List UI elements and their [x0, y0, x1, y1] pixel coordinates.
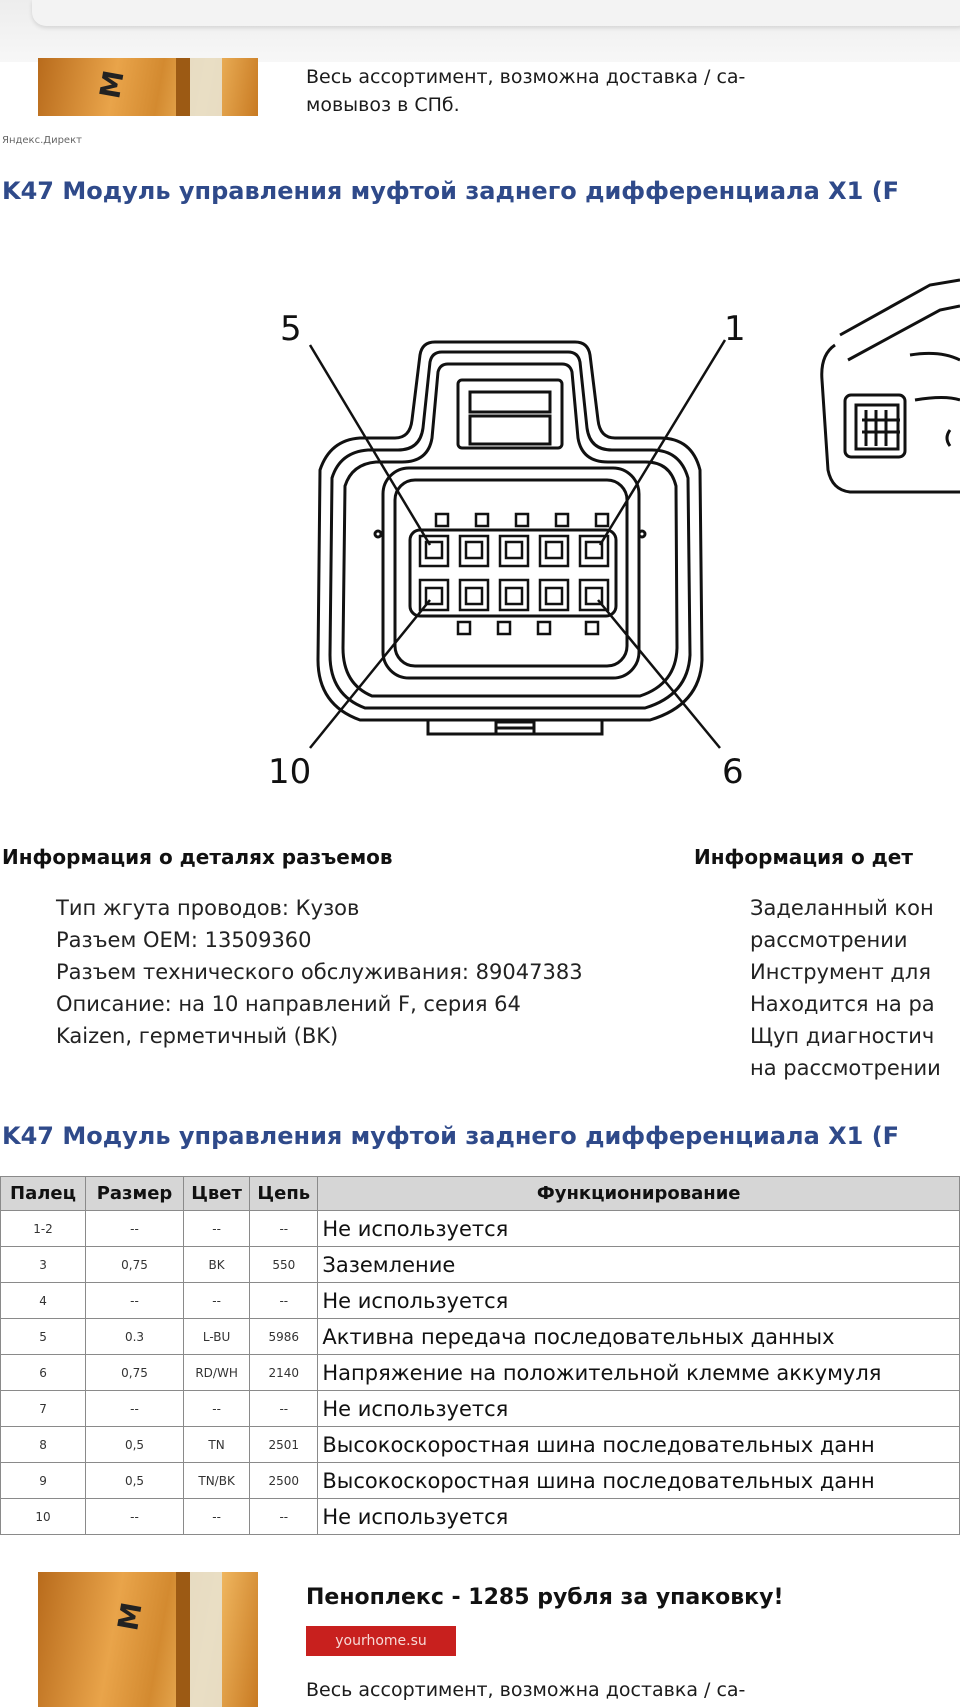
cell-color: --: [183, 1391, 249, 1427]
table-row: [1, 1319, 960, 1355]
cell-function: Не используется: [318, 1391, 960, 1427]
connector-diagram: [0, 240, 960, 800]
cell-size: --: [86, 1499, 184, 1535]
cell-color: TN: [183, 1427, 249, 1463]
pin-label-5: 5: [280, 309, 302, 349]
table-row: [1, 1427, 960, 1463]
table-row: [1, 1211, 960, 1247]
cell-circuit: --: [250, 1391, 318, 1427]
cell-color: TN/BK: [183, 1463, 249, 1499]
info-line: Разъем технического обслуживания: 89047383: [56, 960, 583, 984]
info-line: Разъем OEM: 13509360: [56, 928, 312, 952]
cell-circuit: 2501: [250, 1427, 318, 1463]
cell-color: --: [183, 1211, 249, 1247]
cell-color: BK: [183, 1247, 249, 1283]
info-heading-right: Информация о дет: [694, 845, 913, 869]
info-line: Инструмент для: [750, 960, 931, 984]
cell-pin: 9: [1, 1463, 86, 1499]
section-title: K47 Модуль управления муфтой заднего дифференциала X1 (F: [2, 177, 900, 205]
cell-size: --: [86, 1283, 184, 1319]
cell-circuit: 5986: [250, 1319, 318, 1355]
ad-headline[interactable]: Пеноплекс - 1285 рубля за упаковку!: [306, 1585, 784, 1610]
cell-size: 0,75: [86, 1355, 184, 1391]
column-header-size: Размер: [86, 1177, 184, 1211]
cell-pin: 10: [1, 1499, 86, 1535]
cell-pin: 8: [1, 1427, 86, 1463]
cell-function: Не используется: [318, 1499, 960, 1535]
pin-label-1: 1: [724, 309, 746, 349]
table-row: [1, 1499, 960, 1535]
column-header-function: Функционирование: [318, 1177, 960, 1211]
cell-size: --: [86, 1211, 184, 1247]
table-header-row: [1, 1177, 960, 1211]
table-row: [1, 1247, 960, 1283]
cell-function: Активна передача последовательных данных: [318, 1319, 960, 1355]
cell-circuit: 550: [250, 1247, 318, 1283]
cell-function: Высокоскоростная шина последовательных данн: [318, 1427, 960, 1463]
info-line: Тип жгута проводов: Кузов: [56, 896, 360, 920]
cell-function: Высокоскоростная шина последовательных данн: [318, 1463, 960, 1499]
info-line: рассмотрении: [750, 928, 908, 952]
column-header-color: Цвет: [183, 1177, 249, 1211]
info-line: Kaizen, герметичный (BK): [56, 1024, 339, 1048]
table-row: [1, 1391, 960, 1427]
cell-function: Не используется: [318, 1283, 960, 1319]
info-line: Заделанный кон: [750, 896, 934, 920]
cell-size: 0.3: [86, 1319, 184, 1355]
ad-text-line: мовывоз в СПб.: [306, 94, 460, 116]
ad-image-bottom[interactable]: M: [38, 1572, 258, 1707]
ad-image-top[interactable]: M: [38, 58, 258, 116]
column-header-circuit: Цепь: [250, 1177, 318, 1211]
info-line: Описание: на 10 направлений F, серия 64: [56, 992, 521, 1016]
address-bar[interactable]: [32, 0, 960, 26]
info-line: Щуп диагностич: [750, 1024, 935, 1048]
info-line: на рассмотрении: [750, 1056, 941, 1080]
cell-pin: 4: [1, 1283, 86, 1319]
cell-pin: 1-2: [1, 1211, 86, 1247]
cell-circuit: 2140: [250, 1355, 318, 1391]
cell-pin: 3: [1, 1247, 86, 1283]
pin-label-6: 6: [722, 752, 744, 792]
cell-pin: 7: [1, 1391, 86, 1427]
ad-domain-badge[interactable]: yourhome.su: [306, 1626, 456, 1656]
cell-color: L-BU: [183, 1319, 249, 1355]
cell-size: --: [86, 1391, 184, 1427]
cell-circuit: --: [250, 1211, 318, 1247]
cell-circuit: --: [250, 1283, 318, 1319]
section-title: K47 Модуль управления муфтой заднего дифференциала X1 (F: [2, 1122, 900, 1150]
ad-text-line: Весь ассортимент, возможна доставка / са-: [306, 66, 746, 88]
cell-color: --: [183, 1283, 249, 1319]
info-list-left: [56, 892, 583, 1052]
info-list-right: [750, 892, 941, 1084]
pin-table: [0, 1176, 960, 1535]
cell-circuit: 2500: [250, 1463, 318, 1499]
cell-function: Напряжение на положительной клемме аккумуля: [318, 1355, 960, 1391]
column-header-pin: Палец: [1, 1177, 86, 1211]
ad-text-bottom[interactable]: Весь ассортимент, возможна доставка / са-: [306, 1679, 746, 1701]
table-row: [1, 1283, 960, 1319]
ad-source-label[interactable]: Яндекс.Директ: [2, 135, 82, 146]
table-row: [1, 1355, 960, 1391]
cell-size: 0,75: [86, 1247, 184, 1283]
cell-function: Заземление: [318, 1247, 960, 1283]
cell-size: 0,5: [86, 1463, 184, 1499]
pin-label-10: 10: [268, 752, 312, 792]
cell-circuit: --: [250, 1499, 318, 1535]
table-row: [1, 1463, 960, 1499]
info-line: Находится на ра: [750, 992, 935, 1016]
browser-top-bar: [0, 0, 960, 62]
cell-color: RD/WH: [183, 1355, 249, 1391]
cell-size: 0,5: [86, 1427, 184, 1463]
info-heading-left: Информация о деталях разъемов: [2, 845, 393, 869]
cell-pin: 6: [1, 1355, 86, 1391]
cell-color: --: [183, 1499, 249, 1535]
ad-text-top[interactable]: [306, 63, 745, 119]
cell-pin: 5: [1, 1319, 86, 1355]
cell-function: Не используется: [318, 1211, 960, 1247]
